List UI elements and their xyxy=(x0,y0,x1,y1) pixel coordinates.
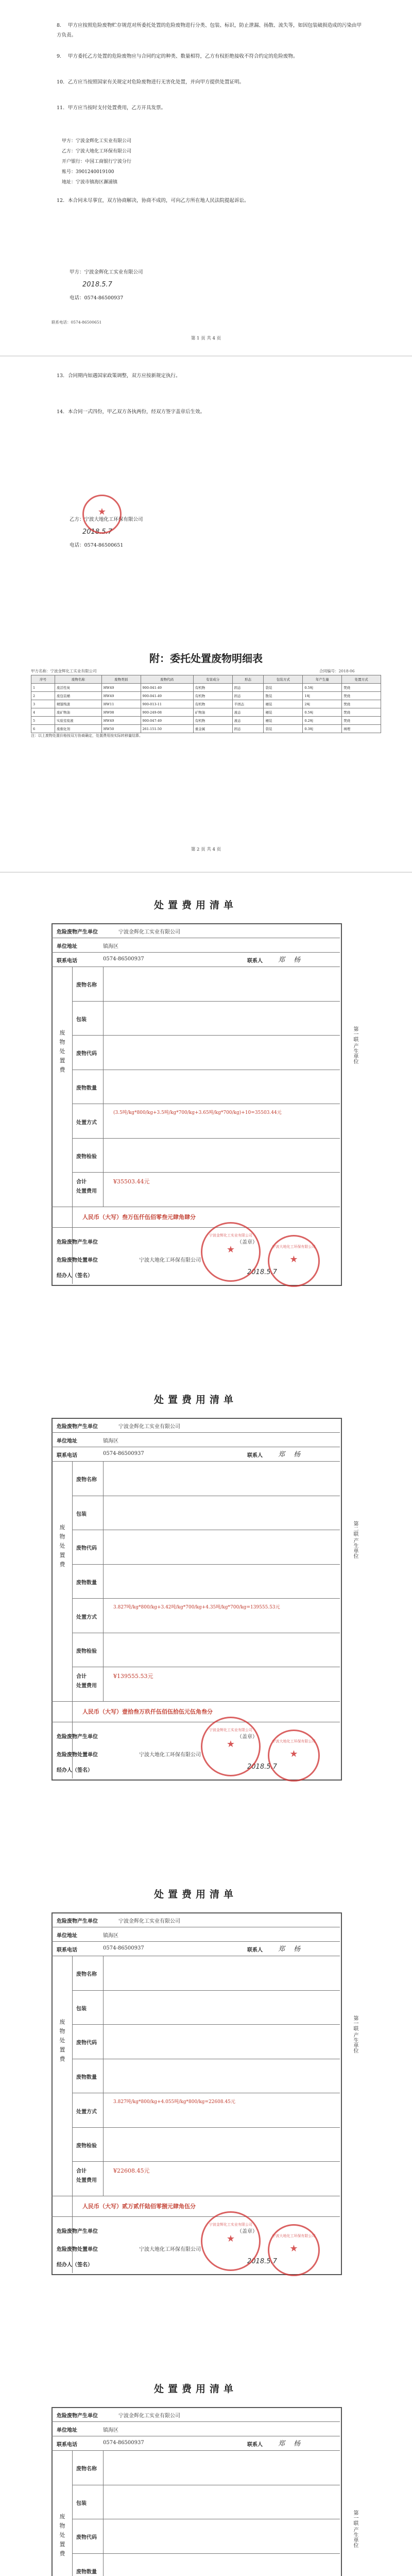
disposal-forms-page xyxy=(0,877,412,2576)
form-row-line xyxy=(52,1941,340,1942)
fee-formula: (3.5吨/kg*800/kg+3.5吨/kg*700/kg+3.65吨/kg*700/kg)+10=35503.44元 xyxy=(113,1110,282,1116)
contact-label: 联系人 xyxy=(247,958,263,964)
phone-value: 0574-86500937 xyxy=(103,1945,144,1951)
waste-table xyxy=(31,675,381,733)
producer-sign-label: 危险废物产生单位 xyxy=(57,1240,98,1245)
producer-value: 宁波金辉化工实业有限公司 xyxy=(118,929,180,935)
waste-cell: 5 xyxy=(31,717,55,725)
disposal-fee-form xyxy=(52,1392,358,1866)
waste-col-header: 废物名称 xyxy=(55,675,101,684)
form-grid xyxy=(52,2407,342,2576)
fee-total-chinese: 人民币（大写）贰万贰仟陆佰零捌元肆角伍分 xyxy=(82,2203,196,2210)
waste-cell: 1 xyxy=(31,684,55,692)
bank-line-5: 地址：宁波市镇海区澥浦镇 xyxy=(62,180,118,185)
form-row-line xyxy=(72,1990,340,1991)
form-row-line xyxy=(72,2553,340,2554)
waste-cell: 261-151-50 xyxy=(141,725,193,733)
producer-seal-label: （盖章） xyxy=(237,2229,258,2234)
disposer-seal xyxy=(268,2224,320,2276)
contact-label: 联系人 xyxy=(247,1947,263,1953)
waste-cell: 液态 xyxy=(232,708,264,717)
waste-table-row xyxy=(31,725,381,733)
fee-row-label: 废物名称 xyxy=(76,1477,97,1483)
fee-row-label: 包装 xyxy=(76,1016,87,1023)
waste-cell: 焚烧 xyxy=(342,692,381,700)
waste-cell: 3 xyxy=(31,700,55,708)
form-grid xyxy=(52,923,342,1286)
waste-cell: 废包装桶 xyxy=(55,692,101,700)
waste-cell: 900-041-49 xyxy=(141,692,193,700)
waste-cell: 桶装 xyxy=(264,708,303,717)
form-date: 2018.5.7 xyxy=(247,1268,277,1276)
form-row-line xyxy=(52,952,340,953)
waste-cell: 废活性炭 xyxy=(55,684,101,692)
phone-label: 联系电话 xyxy=(57,1947,77,1953)
bank-line-3: 开户银行：中国工商银行宁波分行 xyxy=(62,159,132,164)
producer-seal-text: 宁波金辉化工实业有限公司 xyxy=(209,2223,252,2227)
clause-10: 10. 乙方应当按照国家有关规定对危险废物进行无害化处置，并向甲方提供处置证明。 xyxy=(57,79,245,85)
waste-table-row xyxy=(31,708,381,717)
waste-table-row xyxy=(31,684,381,692)
contract-page-1 xyxy=(0,0,412,629)
disposer-value: 宁波大地化工环保有限公司 xyxy=(139,2247,201,2252)
fee-row-label: 废物名称 xyxy=(76,1972,97,1978)
fee-row-label: 废物代码 xyxy=(76,2535,97,2541)
seal-star-icon: ★ xyxy=(226,1739,235,1750)
producer-seal xyxy=(201,1222,261,1282)
waste-cell: 液态 xyxy=(232,717,264,725)
contact-label: 联系人 xyxy=(247,1453,263,1459)
contact-name: 杨 xyxy=(294,2440,301,2448)
fee-row-label: 处置方式 xyxy=(76,1120,97,1126)
fee-row-label: 废物代码 xyxy=(76,1051,97,1057)
producer-label: 危险废物产生单位 xyxy=(57,2413,98,2419)
producer-value: 宁波金辉化工实业有限公司 xyxy=(118,1919,180,1924)
fee-row-label: 废物检验 xyxy=(76,2143,97,2149)
form-date: 2018.5.7 xyxy=(247,1763,277,1771)
phone-value: 0574-86500937 xyxy=(103,2440,144,2446)
seal-star-icon: ★ xyxy=(226,1244,235,1255)
fee-row-label: 废物数量 xyxy=(76,2075,97,2080)
form-grid xyxy=(52,1418,342,1781)
disposer-sign-label: 危险废物处置单位 xyxy=(57,1752,98,1758)
clause-14: 14. 本合同一式四份，甲乙双方各执两份，经双方签字盖章后生效。 xyxy=(57,409,205,415)
form-col-line xyxy=(103,2450,104,2576)
waste-cell: 固态 xyxy=(232,725,264,733)
clause-11: 11. 甲方应当按时支付处置费用，乙方开具发票。 xyxy=(57,105,166,111)
party-a-phone: 电话：0574-86500937 xyxy=(70,295,124,301)
disposer-seal xyxy=(268,1730,320,1782)
fee-side-label: 废 物 处 置 费 xyxy=(59,1524,65,1568)
page-2-footer: 第 2 页 共 4 页 xyxy=(191,847,221,852)
fee-row-label: 包装 xyxy=(76,2006,87,2012)
handler-label: 经办人（签名） xyxy=(57,2262,93,2268)
fee-total-chinese: 人民币（大写）叁万伍仟伍佰零叁元肆角肆分 xyxy=(82,1214,196,1221)
form-row-line xyxy=(72,1172,340,1173)
disposal-fee-form xyxy=(52,1887,358,2361)
contact-label: 联系人 xyxy=(247,2442,263,2448)
seal-star-icon: ★ xyxy=(289,1749,298,1759)
waste-cell: 6 xyxy=(31,725,55,733)
waste-cell: 有机物 xyxy=(193,692,232,700)
form-row-line xyxy=(72,1035,340,1036)
form-title: 处置费用清单 xyxy=(153,2383,237,2395)
waste-cell: 焚烧 xyxy=(342,700,381,708)
bank-line-1: 甲方：宁波金辉化工实业有限公司 xyxy=(62,139,132,144)
waste-table-header xyxy=(31,675,381,684)
producer-sign-label: 危险废物产生单位 xyxy=(57,1734,98,1740)
waste-cell: 0.5吨 xyxy=(303,708,342,717)
waste-cell: HW50 xyxy=(101,725,141,733)
waste-cell: 焚烧 xyxy=(342,708,381,717)
waste-cell: 900-013-11 xyxy=(141,700,193,708)
waste-cell: 桶装 xyxy=(264,700,303,708)
phone-label: 联系电话 xyxy=(57,958,77,964)
schedule-contract-no: 合同编号：2018-06 xyxy=(319,669,355,673)
clause-13: 13. 合同期内如遇国家政策调整，双方应按新规定执行。 xyxy=(57,373,181,379)
fee-row-label: 处置方式 xyxy=(76,1614,97,1620)
waste-cell: 半固态 xyxy=(232,700,264,708)
waste-cell: 废矿物油 xyxy=(55,708,101,717)
disposer-value: 宁波大地化工环保有限公司 xyxy=(139,1752,201,1758)
form-row-line xyxy=(72,1564,340,1565)
waste-cell: 袋装 xyxy=(264,684,303,692)
total-label: 合计 xyxy=(76,1674,87,1680)
fee-row-label: 废物名称 xyxy=(76,982,97,989)
waste-col-header: 包装方式 xyxy=(264,675,303,684)
page-divider xyxy=(0,355,412,357)
fee-row-label: 处置方式 xyxy=(76,2109,97,2115)
form-row-line xyxy=(72,1001,340,1002)
party-a-sign-date: 2018.5.7 xyxy=(82,281,112,289)
producer-seal-label: （盖章） xyxy=(237,1734,258,1740)
total-label: 合计 xyxy=(76,1179,87,1185)
waste-cell: 矿物油 xyxy=(193,708,232,717)
clause-9: 9. 甲方委托乙方处置的危险废物应与合同约定的种类、数量相符，乙方有权拒绝接收不符合约定的危险废物。 xyxy=(57,54,298,59)
contact-value: 郑 xyxy=(278,956,285,964)
waste-cell: 有机物 xyxy=(193,700,232,708)
party-b-seal: ★ xyxy=(82,495,122,534)
phone-value: 0574-86500937 xyxy=(103,956,144,962)
seal-star-icon: ★ xyxy=(226,2233,235,2244)
fee-row-label: 废物代码 xyxy=(76,1546,97,1552)
waste-cell: 4 xyxy=(31,708,55,717)
form-row-line xyxy=(72,1598,340,1599)
fee-row-label: 废物检验 xyxy=(76,1649,97,1655)
form-col-line xyxy=(103,1461,104,1701)
disposal-fee-form xyxy=(52,897,358,1371)
form-col-line xyxy=(72,967,73,1284)
contact-name: 杨 xyxy=(294,1451,301,1459)
party-a-signature: 甲方：宁波金辉化工实业有限公司 xyxy=(70,269,143,275)
page-divider xyxy=(0,872,412,873)
waste-cell: 900-249-08 xyxy=(141,708,193,717)
form-row-line xyxy=(52,1461,340,1462)
waste-cell: 废催化剂 xyxy=(55,725,101,733)
fee-row-label: 废物数量 xyxy=(76,2569,97,2575)
party-b-phone: 电话：0574-86500651 xyxy=(70,543,124,548)
address-value: 镇海区 xyxy=(103,1438,118,1444)
phone-value: 0574-86500937 xyxy=(103,1451,144,1456)
producer-label: 危险废物产生单位 xyxy=(57,1424,98,1430)
address-value: 镇海区 xyxy=(103,2428,118,2433)
disposer-seal-text: 宁波大地化工环保有限公司 xyxy=(272,2234,316,2238)
waste-cell: 焚烧 xyxy=(342,684,381,692)
bank-line-4: 账号：3901240019100 xyxy=(62,170,114,175)
waste-cell: HW49 xyxy=(101,692,141,700)
form-col-line xyxy=(72,1461,73,1778)
contact-name: 杨 xyxy=(294,956,301,964)
form-date: 2018.5.7 xyxy=(247,2258,277,2265)
phone-label: 联系电话 xyxy=(57,1453,77,1459)
producer-seal xyxy=(201,1717,261,1776)
form-grid xyxy=(52,1912,342,2275)
fee-formula: 3.827吨/kg*800/kg+3.42吨/kg*700/kg+4.35吨/kg*700/kg=139555.53元 xyxy=(113,1605,280,1611)
fee-row-label: 处置费用 xyxy=(76,2177,97,2183)
form-row-line xyxy=(72,2024,340,2025)
disposal-fee-form xyxy=(52,2381,358,2576)
fee-total-chinese: 人民币（大写）壹拾叁万玖仟伍佰伍拾伍元伍角叁分 xyxy=(82,1708,213,1715)
address-value: 镇海区 xyxy=(103,1933,118,1939)
waste-col-header: 处置方式 xyxy=(342,675,381,684)
fee-row-label: 处置费用 xyxy=(76,1188,97,1194)
form-col-line xyxy=(72,1956,73,2273)
form-title: 处置费用清单 xyxy=(153,900,237,911)
fee-total: ¥139555.53元 xyxy=(113,1673,153,1680)
form-row-line xyxy=(72,2161,340,2162)
waste-cell: HW08 xyxy=(101,708,141,717)
party-b-signature: 乙方：宁波大地化工环保有限公司 xyxy=(70,517,143,522)
copy-side-note: 第一联 产生单位 xyxy=(352,2015,358,2054)
form-row-line xyxy=(52,2450,340,2451)
schedule-heading: 附：委托处置废物明细表 xyxy=(149,652,263,665)
form-col-line xyxy=(72,2450,73,2576)
fee-side-label: 废 物 处 置 费 xyxy=(59,2513,65,2557)
waste-table-row xyxy=(31,692,381,700)
contact-value: 郑 xyxy=(278,1945,285,1953)
waste-col-header: 有害成分 xyxy=(193,675,232,684)
fee-row-label: 废物数量 xyxy=(76,1086,97,1091)
disposer-seal xyxy=(268,1235,320,1287)
producer-sign-label: 危险废物产生单位 xyxy=(57,2229,98,2234)
total-label: 合计 xyxy=(76,2168,87,2175)
address-label: 单位地址 xyxy=(57,2428,77,2433)
form-title: 处置费用清单 xyxy=(153,1394,237,1405)
fee-total: ¥35503.44元 xyxy=(113,1178,150,1185)
disposer-seal-text: 宁波大地化工环保有限公司 xyxy=(272,1245,316,1249)
waste-cell: 袋装 xyxy=(264,725,303,733)
bank-line-2: 乙方：宁波大地化工环保有限公司 xyxy=(62,149,132,154)
waste-cell: 填埋 xyxy=(342,725,381,733)
handler-label: 经办人（签名） xyxy=(57,1768,93,1773)
waste-table-row xyxy=(31,700,381,708)
schedule-party: 甲方名称：宁波金辉化工实业有限公司 xyxy=(31,669,97,673)
waste-cell: 重金属 xyxy=(193,725,232,733)
disposer-seal-text: 宁波大地化工环保有限公司 xyxy=(272,1739,316,1743)
form-title: 处置费用清单 xyxy=(153,1889,237,1900)
schedule-page xyxy=(0,630,412,877)
waste-col-header: 序号 xyxy=(31,675,55,684)
form-row-line xyxy=(52,1701,340,1702)
disposer-value: 宁波大地化工环保有限公司 xyxy=(139,1258,201,1263)
waste-cell: 900-047-49 xyxy=(141,717,193,725)
disposer-sign-label: 危险废物处置单位 xyxy=(57,1258,98,1263)
fee-row-label: 废物检验 xyxy=(76,1154,97,1160)
waste-cell: 0.5吨 xyxy=(303,684,342,692)
waste-cell: 1吨 xyxy=(303,692,342,700)
producer-seal-label: （盖章） xyxy=(237,1240,258,1245)
fee-side-label: 废 物 处 置 费 xyxy=(59,1029,65,1073)
clause-8: 8. 甲方应按照危险废物贮存规范对所委托处置的危险废物进行分类、包装、标识，防止泄漏、扬散、流失等，如因包装破损造成的污染由甲方负责。 xyxy=(57,23,362,38)
fee-row-label: 废物数量 xyxy=(76,1580,97,1586)
copy-side-note: 第一联 产生单位 xyxy=(352,2510,358,2548)
contact-value: 郑 xyxy=(278,2440,285,2448)
waste-cell: 固态 xyxy=(232,692,264,700)
fee-side-label: 废 物 处 置 费 xyxy=(59,2019,65,2062)
fee-total: ¥22608.45元 xyxy=(113,2167,150,2175)
form-row-line xyxy=(72,1138,340,1139)
page-1-footer: 第 1 页 共 4 页 xyxy=(191,336,221,341)
waste-col-header: 废物类别 xyxy=(101,675,141,684)
waste-cell: 散装 xyxy=(264,692,303,700)
fee-row-label: 废物代码 xyxy=(76,2040,97,2046)
seal-star-icon: ★ xyxy=(289,2243,298,2254)
fee-row-label: 废物名称 xyxy=(76,2466,97,2472)
form-row-line xyxy=(52,1227,340,1228)
waste-cell: 0.3吨 xyxy=(303,725,342,733)
phone-label: 联系电话 xyxy=(57,2442,77,2448)
waste-table-row xyxy=(31,717,381,725)
fee-row-label: 包装 xyxy=(76,1511,87,1517)
page-1-footer-left: 联系电话：0574-86500651 xyxy=(52,320,102,325)
contact-value: 郑 xyxy=(278,1451,285,1459)
form-row-line xyxy=(52,1432,340,1433)
fee-formula: 3.827吨/kg*800/kg+4.055吨/kg*800/kg=22608.45元 xyxy=(113,2099,235,2105)
waste-cell: HW49 xyxy=(101,684,141,692)
waste-col-header: 形态 xyxy=(232,675,264,684)
producer-seal-text: 宁波金辉化工实业有限公司 xyxy=(209,1233,252,1238)
waste-cell: 2吨 xyxy=(303,700,342,708)
address-label: 单位地址 xyxy=(57,1438,77,1444)
producer-label: 危险废物产生单位 xyxy=(57,1919,98,1924)
form-row-line xyxy=(72,2127,340,2128)
disposer-sign-label: 危险废物处置单位 xyxy=(57,2247,98,2252)
producer-label: 危险废物产生单位 xyxy=(57,929,98,935)
waste-cell: 2 xyxy=(31,692,55,700)
handler-label: 经办人（签名） xyxy=(57,1273,93,1279)
form-row-line xyxy=(52,2421,340,2422)
waste-cell: 实验室废液 xyxy=(55,717,101,725)
producer-seal-text: 宁波金辉化工实业有限公司 xyxy=(209,1728,252,1732)
copy-side-note: 第一联 产生单位 xyxy=(352,1026,358,1064)
copy-side-note: 第二联 产生单位 xyxy=(352,1521,358,1559)
waste-cell: HW49 xyxy=(101,717,141,725)
producer-seal xyxy=(201,2211,261,2271)
form-row-line xyxy=(52,2216,340,2217)
waste-cell: 有机物 xyxy=(193,717,232,725)
form-col-line xyxy=(103,967,104,1207)
fee-row-label: 包装 xyxy=(76,2500,87,2506)
address-value: 镇海区 xyxy=(103,944,118,950)
waste-cell: 精馏残渣 xyxy=(55,700,101,708)
waste-cell: HW11 xyxy=(101,700,141,708)
waste-cell: 固态 xyxy=(232,684,264,692)
producer-value: 宁波金辉化工实业有限公司 xyxy=(118,1424,180,1430)
waste-cell: 900-041-49 xyxy=(141,684,193,692)
waste-cell: 焚烧 xyxy=(342,717,381,725)
address-label: 单位地址 xyxy=(57,944,77,950)
contact-name: 杨 xyxy=(294,1945,301,1953)
clause-12: 12. 本合同未尽事宜，双方协商解决，协商不成的，可向乙方所在地人民法院提起诉讼。 xyxy=(57,198,249,204)
schedule-note: 注：以上废物处置价格按双方协商确定，处置费用按实际转移量结算。 xyxy=(31,734,143,738)
seal-star-icon: ★ xyxy=(289,1254,298,1265)
producer-value: 宁波金辉化工实业有限公司 xyxy=(118,2413,180,2419)
fee-row-label: 处置费用 xyxy=(76,1683,97,1689)
form-col-line xyxy=(103,1956,104,2196)
waste-col-header: 年产生量 xyxy=(303,675,342,684)
address-label: 单位地址 xyxy=(57,1933,77,1939)
party-b-sign-date: 2018.5.7 xyxy=(82,528,112,536)
waste-cell: 桶装 xyxy=(264,717,303,725)
waste-cell: 有机物 xyxy=(193,684,232,692)
waste-cell: 0.2吨 xyxy=(303,717,342,725)
waste-col-header: 废物代码 xyxy=(141,675,193,684)
